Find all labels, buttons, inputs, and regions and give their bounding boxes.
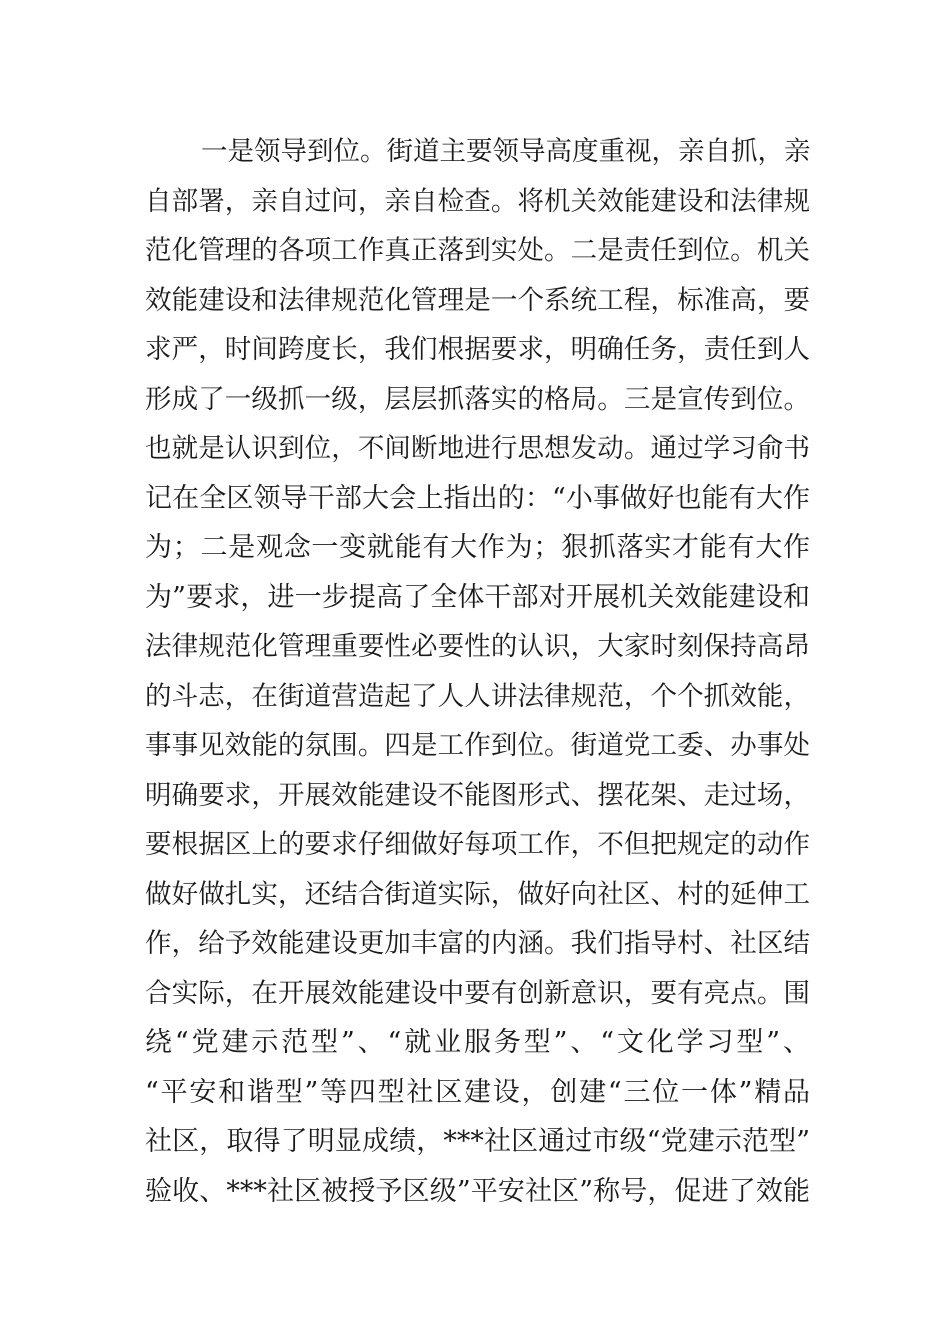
text-line: 绕“党建示范型”、“就业服务型”、“文化学习型”、 xyxy=(145,1027,810,1058)
text-line: 验收、***社区被授予区级”平安社区”称号，促进了效能 xyxy=(145,1175,810,1207)
text-line: 社区，取得了明显成绩，***社区通过市级“党建示范型” xyxy=(145,1126,810,1157)
text-line: 自部署，亲自过问，亲自检查。将机关效能建设和法律规 xyxy=(145,185,810,217)
text-line: 求严，时间跨度长，我们根据要求，明确任务，责任到人 xyxy=(145,334,810,365)
text-line: 为；二是观念一变就能有大作为；狠抓落实才能有大作 xyxy=(145,532,810,563)
text-line: 形成了一级抓一级，层层抓落实的格局。三是宣传到位。 xyxy=(145,383,810,415)
text-line: 一是领导到位。街道主要领导高度重视，亲自抓，亲 xyxy=(201,136,811,167)
text-line: 做好做扎实，还结合街道实际，做好向社区、村的延伸工 xyxy=(145,878,810,910)
text-line: 记在全区领导干部大会上指出的：“小事做好也能有大作 xyxy=(145,482,810,514)
text-line: 也就是认识到位，不间断地进行思想发动。通过学习俞书 xyxy=(145,433,810,464)
text-line: 作，给予效能建设更加丰富的内涵。我们指导村、社区结 xyxy=(145,928,810,959)
text-line: 为”要求，进一步提高了全体干部对开展机关效能建设和 xyxy=(145,581,810,613)
text-line: 的斗志，在街道营造起了人人讲法律规范，个个抓效能， xyxy=(145,680,810,712)
text-line: 法律规范化管理重要性必要性的认识，大家时刻保持高昂 xyxy=(145,631,810,662)
text-line: 明确要求，开展效能建设不能图形式、摆花架、走过场， xyxy=(145,779,810,811)
text-line: 事事见效能的氛围。四是工作到位。街道党工委、办事处 xyxy=(145,730,810,761)
body-paragraph xyxy=(145,127,810,1216)
text-line: 范化管理的各项工作真正落到实处。二是责任到位。机关 xyxy=(145,235,810,266)
text-line: “平安和谐型”等四型社区建设，创建“三位一体”精品 xyxy=(145,1076,810,1108)
text-line: 要根据区上的要求仔细做好每项工作，不但把规定的动作 xyxy=(145,829,810,860)
text-line: 合实际，在开展效能建设中要有创新意识，要有亮点。围 xyxy=(145,977,810,1009)
text-line: 效能建设和法律规范化管理是一个系统工程，标准高，要 xyxy=(145,284,810,316)
